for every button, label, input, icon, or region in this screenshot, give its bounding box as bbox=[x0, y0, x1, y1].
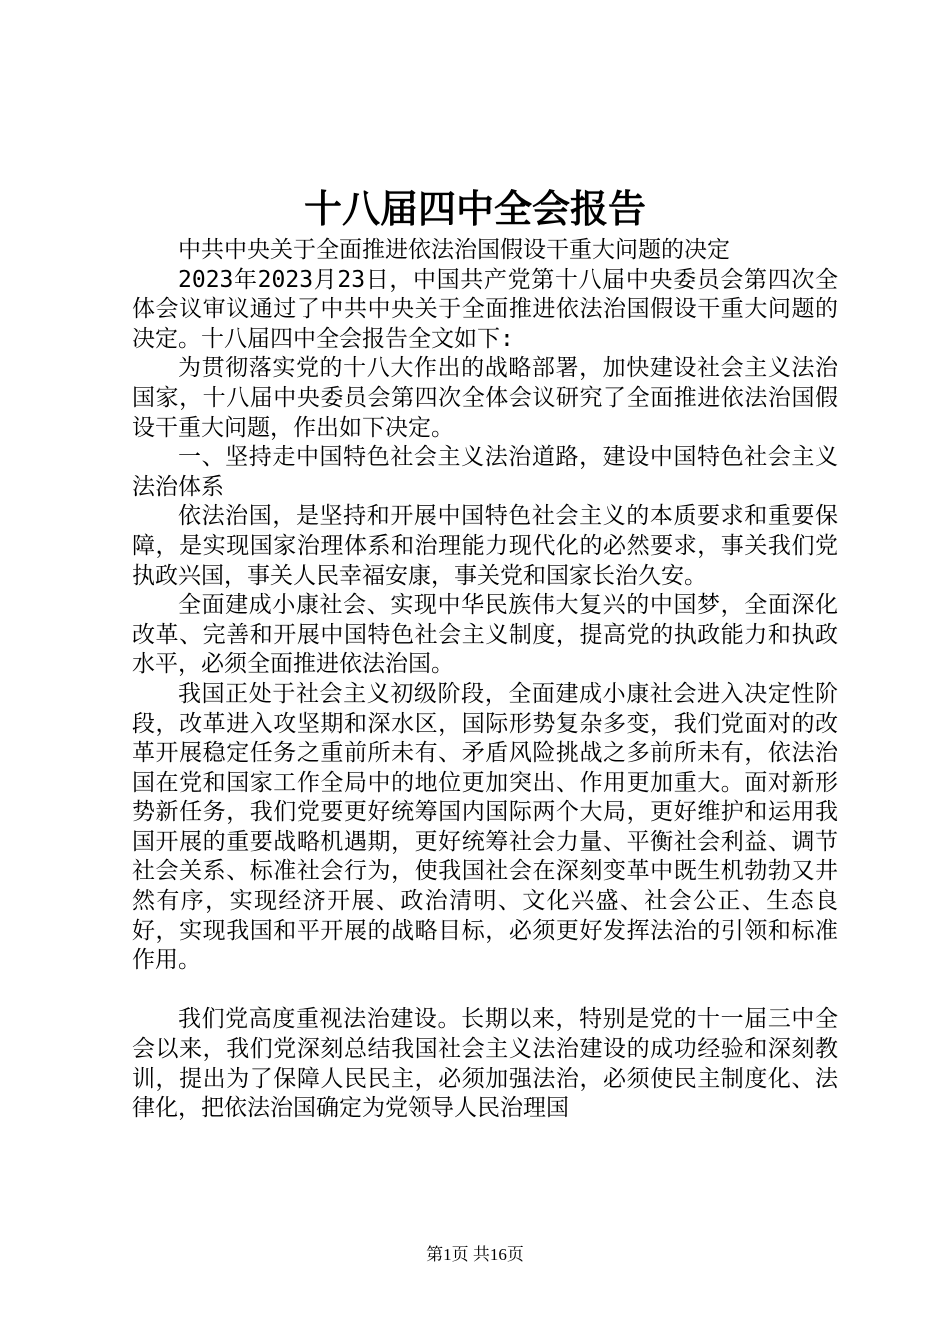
paragraph-subtitle: 中共中央关于全面推进依法治国假设干重大问题的决定 bbox=[178, 237, 730, 263]
paragraph: 依法治国，是坚持和开展中国特色社会主义的本质要求和重要保障，是实现国家治理体系和治理能力现代化的必然要求，事关我们党执政兴国，事关人民幸福安康，事关党和国家长治久安。 bbox=[132, 503, 838, 589]
section-heading-1: 一、坚持走中国特色社会主义法治道路，建设中国特色社会主义法治体系 bbox=[132, 444, 838, 500]
paragraph-purpose: 为贯彻落实党的十八大作出的战略部署，加快建设社会主义法治国家，十八届中央委员会第四次全体会议研究了全面推进依法治国假设干重大问题，作出如下决定。 bbox=[132, 355, 838, 441]
paragraph: 我们党高度重视法治建设。长期以来，特别是党的十一届三中全会以来，我们党深刻总结我国社会主义法治建设的成功经验和深刻教训，提出为了保障人民民主，必须加强法治，必须使民主制度化、法律化，把依法治国确定为党领导人民治理国 bbox=[132, 1006, 838, 1122]
paragraph-intro: 2023年2023月23日，中国共产党第十八届中央委员会第四次全体会议审议通过了中共中央关于全面推进依法治国假设干重大问题的决定。十八届四中全会报告全文如下: bbox=[132, 266, 838, 352]
paragraph: 我国正处于社会主义初级阶段，全面建成小康社会进入决定性阶段，改革进入攻坚期和深水区，国际形势复杂多变，我们党面对的改革开展稳定任务之重前所未有、矛盾风险挑战之多前所未有，依法治国在党和国家工作全局中的地位更加突出、作用更加重大。面对新形势新任务，我们党要更好统筹国内国际两个大局，更好维护和运用我国开展的重要战略机遇期，更好统筹社会力量、平衡社会利益、调节社会关系、标准社会行为，使我国社会在深刻变革中既生机勃勃又井然有序，实现经济开展、政治清明、文化兴盛、社会公正、生态良好，实现我国和平开展的战略目标，必须更好发挥法治的引领和标准作用。 bbox=[132, 680, 838, 974]
page-number-footer: 第1页 共16页 bbox=[426, 1245, 524, 1264]
document-body bbox=[132, 236, 838, 1124]
document-title: 十八届四中全会报告 bbox=[303, 186, 646, 231]
paragraph: 全面建成小康社会、实现中华民族伟大复兴的中国梦，全面深化改革、完善和开展中国特色社会主义制度，提高党的执政能力和执政水平，必须全面推进依法治国。 bbox=[132, 592, 838, 678]
